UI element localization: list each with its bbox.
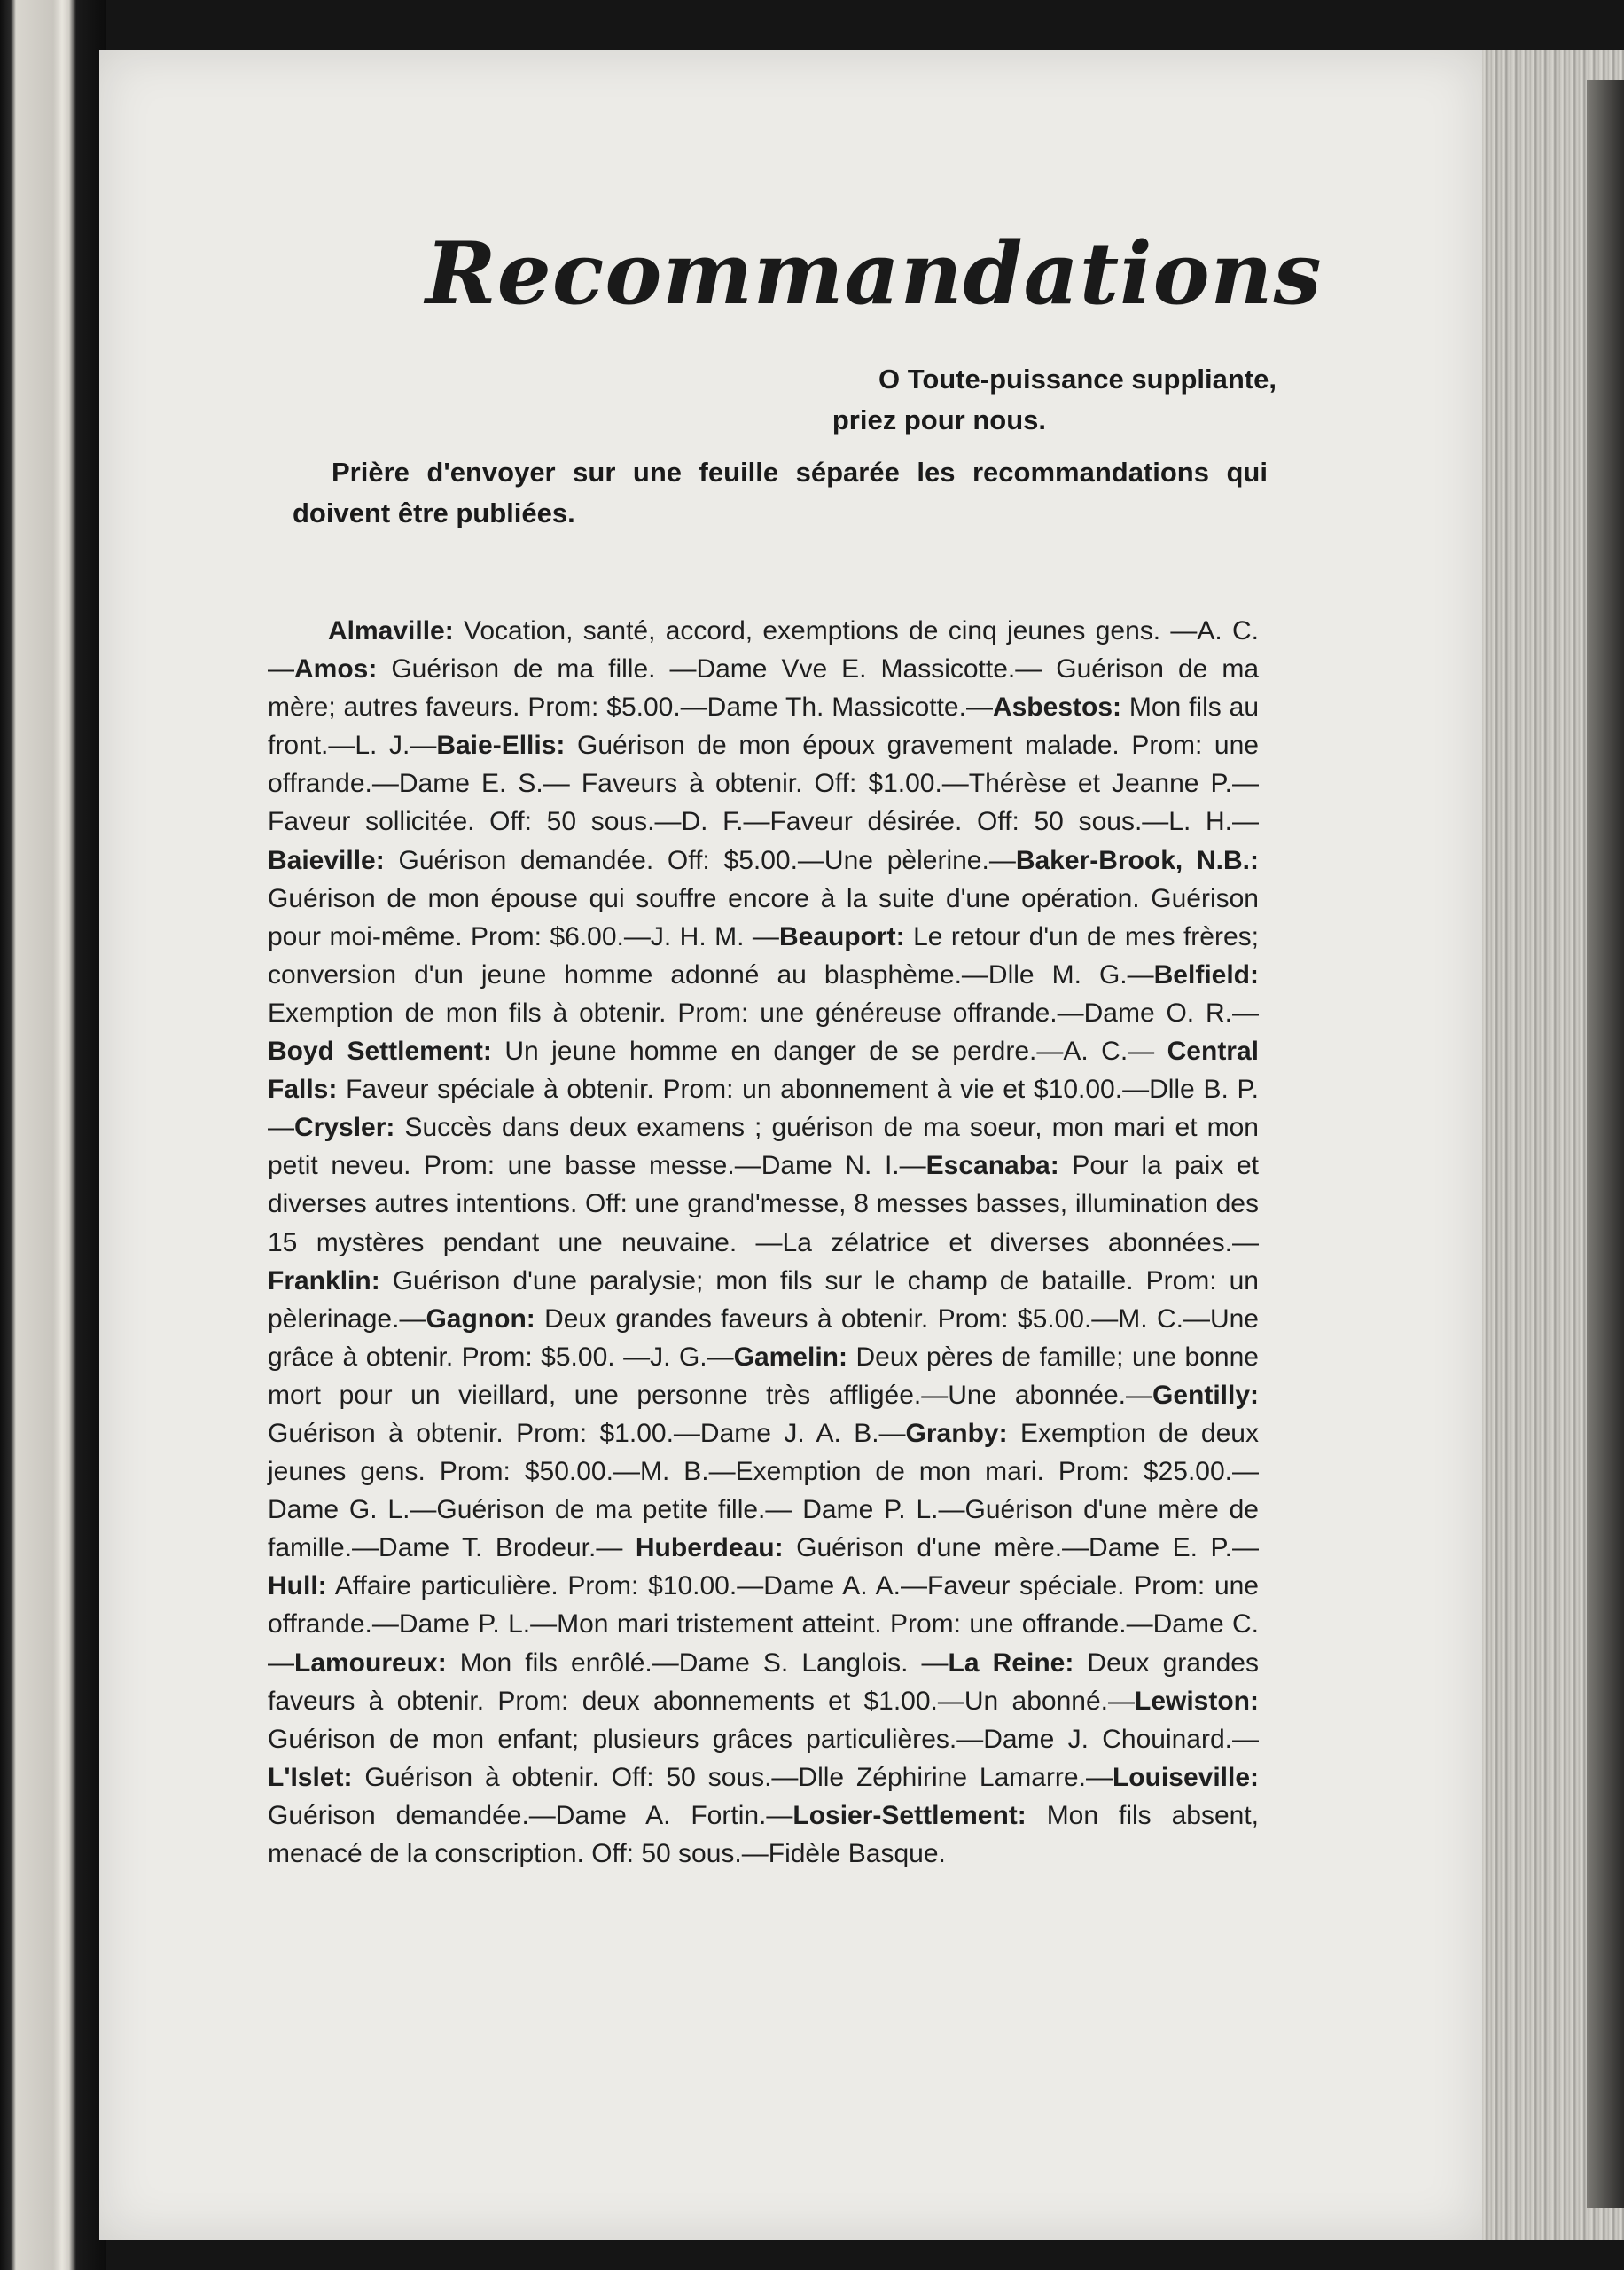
place-name: Lamoureux: (294, 1648, 447, 1678)
place-name: Almaville: (328, 616, 454, 646)
place-name: Amos: (294, 654, 378, 685)
entry-text: Succès dans deux examens ; guérison de ma soeur, mon mari et mon petit neveu. Prom: une basse messe.—Dame N. I.— (268, 1113, 1259, 1181)
place-name: Gentilly: (1152, 1380, 1259, 1410)
place-name: L'Islet: (268, 1762, 353, 1792)
place-name: Escanaba: (925, 1151, 1059, 1181)
entry-text: Mon fils au front.—L. J.— (268, 693, 1259, 761)
entry-text: Guérison demandée. Off: $5.00.—Une pèlerine.— (384, 845, 1016, 875)
entry-text: Guérison demandée.—Dame A. Fortin.— (268, 1800, 793, 1830)
entry-text: Exemption de deux jeunes gens. Prom: $50.00.—M. B.—Exemption de mon mari. Prom: $25.00.—Dame G. L.—Guérison de ma petite fille.— Dame P. L.—Guérison d'une mère de famille.—Dame T. Brodeur.— (268, 1418, 1259, 1563)
recommendation-entry (636, 1533, 1259, 1562)
entry-text: Guérison de ma fille. —Dame Vve E. Massicotte.— Guérison de ma mère; autres faveurs. Prom: $5.00.—Dame Th. Massicotte.— (268, 654, 1259, 723)
place-name: Crysler: (294, 1113, 395, 1143)
place-name: Louiseville: (1112, 1762, 1259, 1792)
place-name: Baker-Brook, N.B.: (1015, 845, 1259, 875)
page-title: Recommandations (426, 223, 1323, 324)
place-name: Granby: (905, 1418, 1008, 1448)
entry-text: Guérison d'une paralysie; mon fils sur le champ de bataille. Prom: un pèlerinage.— (268, 1265, 1259, 1334)
submission-notice: Prière d'envoyer sur une feuille séparée les recommandations qui doivent être publiées. (293, 457, 1268, 528)
entry-text: Guérison de mon enfant; plusieurs grâces particulières.—Dame J. Chouinard.— (268, 1724, 1259, 1754)
place-name: Gamelin: (733, 1342, 847, 1372)
entry-text: Guérison de mon épouse qui souffre encore à la suite d'une opération. Guérison pour moi-même. Prom: $6.00.—J. H. M. — (268, 883, 1259, 951)
entry-text: Guérison de mon époux gravement malade. Prom: une offrande.—Dame E. S.— Faveurs à obtenir. Off: $1.00.—Thérèse et Jeanne P.—Faveur sollicitée. Off: 50 sous.—D. F.—Faveur désirée. Off: 50 sous.—L. H.— (268, 731, 1259, 837)
entry-text: Deux grandes faveurs à obtenir. Prom: deux abonnements et $1.00.—Un abonné.— (268, 1648, 1259, 1716)
place-name: Beauport: (778, 921, 905, 951)
place-name: Gagnon: (426, 1303, 535, 1334)
entry-text: Un jeune homme en danger de se perdre.—A. C.— (491, 1037, 1167, 1067)
place-name: Losier-Settlement: (792, 1800, 1027, 1830)
place-name: Baie-Ellis: (436, 731, 566, 761)
entry-text: Deux pères de famille; une bonne mort pour un vieillard, une personne très affligée.—Une abonnée.— (268, 1342, 1259, 1410)
recommendation-entry (268, 1763, 1113, 1792)
entry-text: Vocation, santé, accord, exemptions de cinq jeunes gens. —A. C.— (268, 616, 1259, 685)
place-name: Hull: (268, 1571, 327, 1601)
entry-text: Mon fils enrôlé.—Dame S. Langlois. — (446, 1648, 949, 1678)
recommendation-entry (268, 1037, 1167, 1066)
left-page-edge (0, 0, 106, 2270)
place-name: Central Falls: (268, 1037, 1259, 1105)
place-name: Huberdeau: (635, 1533, 784, 1563)
place-name: La Reine: (948, 1648, 1074, 1678)
entry-text: Deux grandes faveurs à obtenir. Prom: $5.00.—M. C.—Une grâce à obtenir. Prom: $5.00. —J. G.— (268, 1303, 1259, 1372)
place-name: Baieville: (268, 845, 385, 875)
place-name: Lewiston: (1135, 1686, 1259, 1716)
entry-text: Le retour d'un de mes frères; conversion d'un jeune homme adonné au blasphème.—Dlle M. G.— (268, 921, 1259, 990)
entry-text: Affaire particulière. Prom: $10.00.—Dame A. A.—Faveur spéciale. Prom: une offrande.—Dame P. L.—Mon mari tristement atteint. Prom: une offrande.—Dame C.— (268, 1571, 1259, 1678)
invocation-line-2: priez pour nous. (832, 404, 1046, 435)
page-stack-shadow (1587, 80, 1624, 2208)
place-name: Franklin: (268, 1265, 380, 1295)
place-name: Boyd Settlement: (268, 1037, 492, 1067)
entry-text: Mon fils absent, menacé de la conscription. Off: 50 sous.—Fidèle Basque. (268, 1800, 1259, 1868)
entry-text: Guérison à obtenir. Prom: $1.00.—Dame J. A. B.— (268, 1418, 906, 1448)
place-name: Asbestos: (992, 693, 1121, 723)
recommendation-entry (294, 1648, 949, 1678)
recommendations-list (268, 612, 1259, 1873)
entry-text: Pour la paix et diverses autres intentions. Off: une grand'messe, 8 messes basses, illumination des 15 mystères pendant une neuvaine. —La zélatrice et diverses abonnées.— (268, 1151, 1259, 1257)
invocation-line-1: O Toute-puissance suppliante, (878, 364, 1277, 395)
entry-text: Exemption de mon fils à obtenir. Prom: une généreuse offrande.—Dame O. R.— (268, 998, 1259, 1028)
entry-text: Faveur spéciale à obtenir. Prom: un abonnement à vie et $10.00.—Dlle B. P.— (268, 1075, 1259, 1143)
entry-text: Guérison d'une mère.—Dame E. P.— (783, 1533, 1259, 1563)
recommendation-entry (268, 846, 1016, 875)
place-name: Belfield: (1153, 959, 1259, 990)
entry-text: Guérison à obtenir. Off: 50 sous.—Dlle Zéphirine Lamarre.— (352, 1762, 1113, 1792)
invocation (832, 359, 1277, 441)
